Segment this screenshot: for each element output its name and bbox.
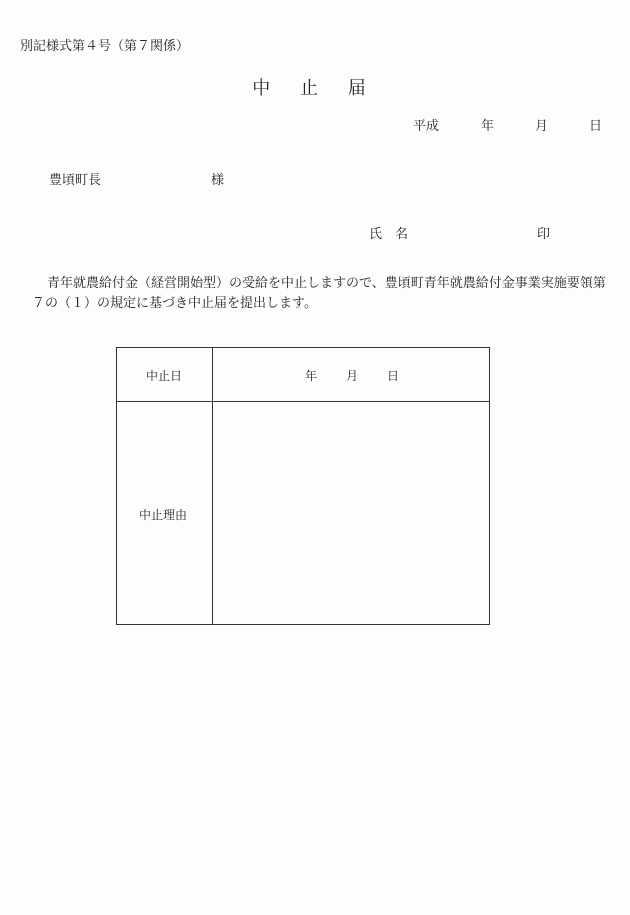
suspension-table: [116, 347, 490, 625]
suspension-date-month: 月: [346, 369, 359, 383]
date-day-label: 日: [589, 119, 603, 134]
date-month-label: 月: [535, 119, 549, 134]
date-era: 平成: [413, 119, 440, 134]
signature-name-label: 氏 名: [369, 227, 409, 242]
suspension-reason-field[interactable]: [214, 403, 487, 622]
recipient-name: 豊頃町長: [49, 173, 102, 188]
body-paragraph: 青年就農給付金（経営開始型）の受給を中止しますので、豊頃町青年就農給付金事業実施要領第７の（１）の規定に基づき中止届を提出します。: [32, 276, 606, 311]
recipient-honorific: 様: [211, 173, 225, 188]
suspension-date-year: 年: [305, 369, 318, 383]
suspension-reason-label: 中止理由: [139, 508, 188, 522]
suspension-date-day: 日: [387, 369, 400, 383]
seal-label: 印: [537, 227, 551, 242]
suspension-date-label: 中止日: [146, 369, 183, 383]
form-number-label: 別記様式第４号（第７関係）: [20, 39, 190, 54]
date-year-label: 年: [481, 119, 495, 134]
document-title: 中 止 届: [252, 78, 378, 99]
table-vertical-divider: [212, 348, 213, 624]
table-horizontal-divider: [117, 401, 489, 402]
